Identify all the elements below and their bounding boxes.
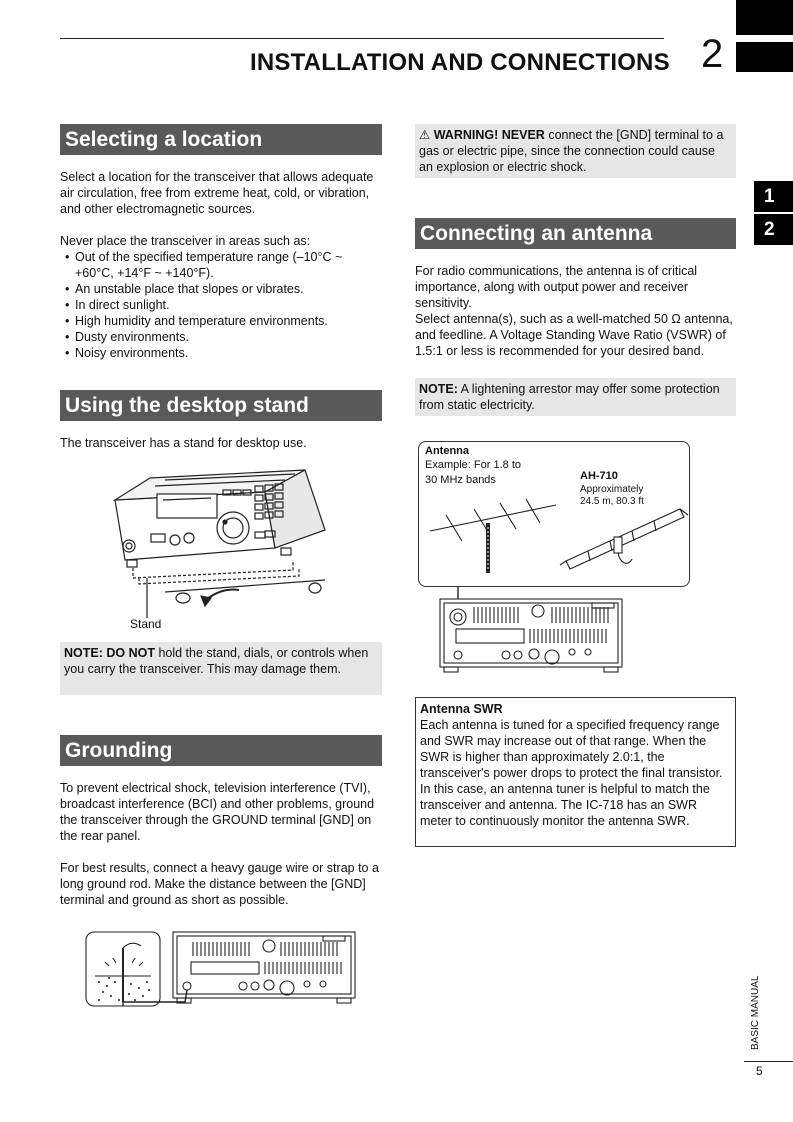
stand-figure-label: Stand <box>130 617 162 631</box>
grounding-para1: To prevent electrical shock, television interference (TVI), broadcast interference (BCI) and other problems, ground the transceiver through the GROUND terminal [GND] on the rear panel. <box>60 781 375 843</box>
antenna-length: 24.5 m, 80.3 ft <box>580 496 644 507</box>
grounding-para2: For best results, connect a heavy gauge wire or strap to a long ground rod. Make the distance between the [GND] terminal and ground as short as possible. <box>60 861 379 907</box>
antenna-swr-box <box>415 697 736 847</box>
antenna-note-text: A lightening arrestor may offer some protection from static electricity. <box>419 382 720 412</box>
warning-never: NEVER <box>501 128 545 142</box>
header-rule <box>60 38 664 39</box>
basic-manual-label: BASIC MANUAL <box>750 975 761 1050</box>
list-item: • An unstable place that slopes or vibrates. <box>60 281 382 297</box>
chapter-tab-top <box>736 0 793 35</box>
antenna-approx: Approximately <box>580 484 644 495</box>
warning-triangle-icon: ⚠ <box>419 128 431 142</box>
warning-text: connect the [GND] terminal to a gas or electric pipe, since the connection could cause an explosion or electric shock. <box>419 128 724 174</box>
stand-text: The transceiver has a stand for desktop use. <box>60 436 307 450</box>
stand-note-bold: NOTE: DO NOT <box>64 646 155 660</box>
antenna-para2: Select antenna(s), such as a well-matched 50 Ω antenna, and feedline. A Voltage Standing Wave Ratio (VSWR) of 1.5:1 or less is recommended for your desired band. <box>415 312 733 358</box>
location-bullet-list <box>60 249 382 361</box>
swr-title: Antenna SWR <box>420 702 503 716</box>
antenna-connection-figure <box>418 441 693 681</box>
list-item: • Out of the specified temperature range (–10°C ~ +60°C, +14°F ~ +140°F). <box>60 249 382 281</box>
section-heading-grounding: Grounding <box>60 735 382 766</box>
chapter-tab-bottom <box>736 42 793 72</box>
stand-note <box>60 642 382 695</box>
grounding-figure <box>85 928 360 1010</box>
grounding-body <box>60 780 382 908</box>
warning-box <box>415 124 736 178</box>
swr-text: Each antenna is tuned for a specified frequency range and SWR may increase out of that range. When the SWR is higher than approximately 2.0:1, the transceiver's power drops to protect the final transistor. <box>420 718 723 780</box>
list-item: • Noisy environments. <box>60 345 382 361</box>
side-tab-2[interactable]: 2 <box>754 214 793 245</box>
footer-rule <box>744 1061 793 1062</box>
warning-bold: WARNING! <box>433 128 499 142</box>
list-item: • Dusty environments. <box>60 329 382 345</box>
section-heading-location: Selecting a location <box>60 124 382 155</box>
section-heading-stand: Using the desktop stand <box>60 390 382 421</box>
antenna-note <box>415 378 736 416</box>
desktop-stand-figure <box>105 460 340 635</box>
page-number: 5 <box>756 1064 763 1078</box>
antenna-example-line2: 30 MHz bands <box>425 474 496 486</box>
list-item: • High humidity and temperature environments. <box>60 313 382 329</box>
antenna-model: AH-710 <box>580 470 618 482</box>
page-title: INSTALLATION AND CONNECTIONS <box>250 49 670 76</box>
side-tab-1[interactable]: 1 <box>754 181 793 212</box>
list-item: • In direct sunlight. <box>60 297 382 313</box>
chapter-number: 2 <box>701 32 724 76</box>
section-heading-antenna: Connecting an antenna <box>415 218 736 249</box>
antenna-figure-title: Antenna <box>425 445 469 457</box>
location-para2: Never place the transceiver in areas such as: <box>60 234 311 248</box>
swr-text-2: In this case, an antenna tuner is helpful to match the transceiver and antenna. The IC-718 has an SWR meter to continuously monitor the antenna SWR. <box>420 782 710 828</box>
antenna-note-bold: NOTE: <box>419 382 458 396</box>
antenna-para1: For radio communications, the antenna is of critical importance, along with output power and receiver sensitivity. <box>415 264 698 310</box>
location-body <box>60 169 382 361</box>
antenna-example-line1: Example: For 1.8 to <box>425 459 521 471</box>
stand-note-text: hold the stand, dials, or controls when you carry the transceiver. This may damage them. <box>64 646 369 676</box>
antenna-body <box>415 263 736 359</box>
location-para1: Select a location for the transceiver that allows adequate air circulation, free from extreme heat, cold, or vibration, and other electromagnetic sources. <box>60 170 374 216</box>
